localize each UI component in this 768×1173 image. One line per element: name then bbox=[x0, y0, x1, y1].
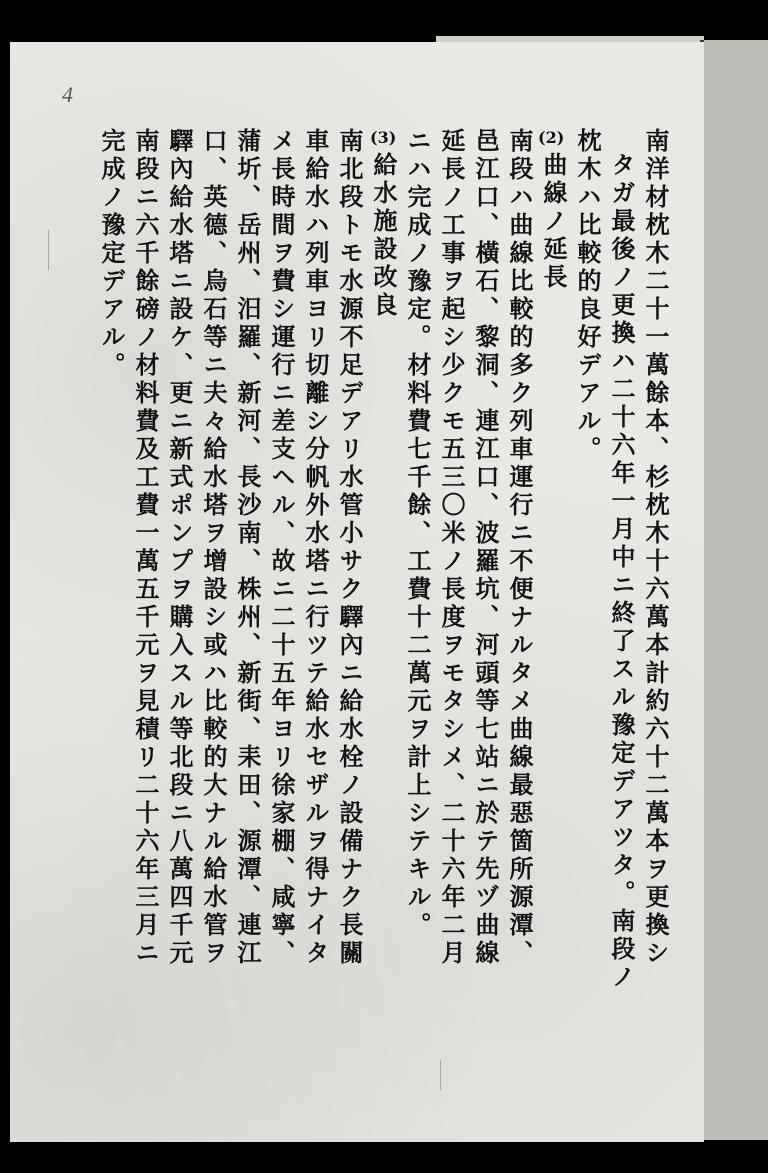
text-column-13: 蒲圻、岳州、汨羅、新河、長沙南、株州、新街、耒田、源潭、連江 bbox=[233, 128, 262, 968]
text-column-16: 南段ニ六千餘磅ノ材料費及工費一萬五千元ヲ見積リ二十六年三月ニ bbox=[131, 128, 160, 968]
text-column-5: 南段ハ曲線比較的多ク列車運行ニ不便ナルタメ曲線最惡箇所源潭、 bbox=[505, 128, 534, 968]
text-column-10: 南北段トモ水源不足デアリ水管小サク驛內ニ給水栓ノ設備ナク長關 bbox=[335, 128, 364, 968]
text-column-15: 驛內給水塔ニ設ケ、更ニ新式ポンプヲ購入スル等北段ニ八萬四千元 bbox=[165, 128, 194, 968]
adjacent-page-edge bbox=[704, 40, 768, 1140]
text-column-1: 南洋材枕木二十一萬餘本、杉枕木十六萬本計約六十二萬本ヲ更換シ bbox=[641, 128, 670, 968]
section-heading-water-supply: 給水施設改良 bbox=[369, 152, 398, 320]
scan-scratch-2 bbox=[440, 1060, 441, 1090]
page-number: 4 bbox=[62, 82, 73, 107]
section-marker-2: (2) bbox=[538, 128, 565, 147]
section-heading-curve-extension: 曲線ノ延長 bbox=[539, 152, 568, 292]
scan-scratch-1 bbox=[48, 230, 49, 270]
text-column-6: 邑江口、橫石、黎洞、連江口、波羅坑、河頭等七站ニ於テ先ヅ曲線 bbox=[471, 128, 500, 968]
text-column-17: 完成ノ豫定デアル。 bbox=[97, 128, 126, 380]
text-column-2: タガ最後ノ更換ハ二十六年一月中ニ終了スル豫定デアツタ。南段ノ bbox=[607, 152, 636, 992]
text-column-7: 延長ノ工事ヲ起シ少クモ五三〇米ノ長度ヲモタシメ、二十六年二月 bbox=[437, 128, 466, 968]
section-marker-3: (3) bbox=[370, 128, 397, 147]
text-column-3: 枕木ハ比較的良好デアル。 bbox=[573, 128, 602, 464]
text-column-14: 口、英德、烏石等ニ夫々給水塔ヲ增設シ或ハ比較的大ナル給水管ヲ bbox=[199, 128, 228, 968]
text-column-12: メ長時間ヲ費シ運行ニ差支ヘル、故ニ二十五年ヨリ徐家棚、咸寧、 bbox=[267, 128, 296, 968]
text-column-8: ニハ完成ノ豫定。材料費七千餘、工費十二萬元ヲ計上シテキル。 bbox=[403, 128, 432, 940]
text-column-11: 車給水ハ列車ヨリ切離シ分帆外水塔ニ行ツテ給水セザルヲ得ナイタ bbox=[301, 128, 330, 968]
vertical-text-block bbox=[96, 128, 670, 1028]
